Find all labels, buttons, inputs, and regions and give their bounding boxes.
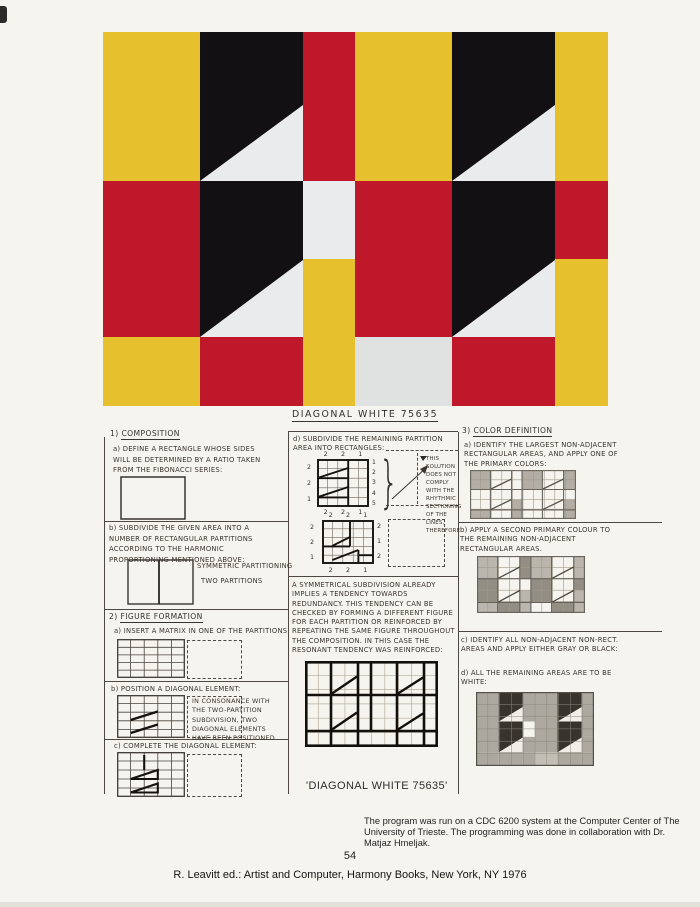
grid1-left-labels: 2 2 1 — [307, 463, 312, 503]
grid1-right-labels: 1 2 3 4 5 — [372, 458, 376, 508]
grid2-top-labels: 2 2 1 — [328, 511, 368, 519]
section-2-title: FIGURE FORMATION — [120, 612, 203, 621]
step-2a-text: a) INSERT A MATRIX IN ONE OF THE PARTITIONS — [114, 627, 288, 635]
sketch-second-primary-color — [477, 556, 585, 613]
grid2-bottom-labels: 2 2 1 — [328, 566, 368, 574]
section-3-title: COLOR DEFINITION — [473, 426, 553, 435]
note-dashed-left — [417, 453, 418, 504]
step-d-text: d) SUBDIVIDE THE REMAINING PARTITION AREA INTO RECTANGLES: — [293, 435, 443, 453]
middle-column-rule — [288, 576, 458, 577]
sketch-dashed-partition-4 — [388, 519, 445, 567]
rhythmic-note-text: THIS SOLUTION DOES NOT COMPLY WITH THE RHYTHMIC SECTIONING OF THE LINES, THEREFORE: — [426, 456, 463, 534]
artwork-image — [103, 32, 608, 406]
step-3c-text: c) IDENTIFY ALL NON-ADJACENT NON-RECT. AREAS AND APPLY EITHER GRAY OR BLACK: — [461, 636, 619, 654]
sketch-final-composition — [305, 661, 438, 747]
book-citation: R. Leavitt ed.: Artist and Computer, Harmony Books, New York, NY 1976 — [173, 869, 527, 881]
step-3a-text: a) IDENTIFY THE LARGEST NON-ADJACENT RECTANGULAR AREAS, AND APPLY ONE OF THE PRIMARY COLORS: — [464, 441, 618, 468]
two-partitions-note: TWO PARTITIONS — [201, 577, 263, 585]
step-2b-text: b) POSITION A DIAGONAL ELEMENT: — [111, 685, 241, 693]
grid2-left-labels: 2 2 1 — [310, 523, 315, 561]
grid2-right-labels: 2 1 2 — [377, 521, 382, 561]
step-1b-text: b) SUBDIVIDE THE GIVEN AREA INTO A NUMBER OF RECTANGULAR PARTITIONS ACCORDING TO THE HARMONIC PROPORTIONING MENTIONED ABOVE: — [109, 524, 253, 564]
panel-title — [292, 409, 438, 420]
section-3-number: 3) — [462, 426, 471, 435]
sketch-subdivision-grid-2 — [322, 520, 374, 564]
program-credit-text: The program was run on a CDC 6200 system at the Computer Center of The University of Trieste. The programming was done in collaboration with Dr. Matjaz Hmeljak. — [364, 816, 680, 848]
left-column-rule-3 — [104, 681, 288, 682]
step-2c-text: c) COMPLETE THE DIAGONAL ELEMENT: — [114, 742, 257, 750]
sketch-subdivision-grid-1 — [317, 459, 369, 507]
scan-bottom-edge — [0, 902, 700, 907]
panel-title-text: DIAGONAL WHITE 75635 — [292, 409, 439, 420]
step-1a-text: a) DEFINE A RECTANGLE WHOSE SIDES WILL BE DETERMINED BY A RATIO TAKEN FROM THE FIBONACCI SERIES: — [113, 445, 261, 475]
sketch-dashed-partition-3 — [187, 754, 242, 797]
grid1-top-labels: 2 2 1 — [323, 450, 363, 458]
panel-left-border — [104, 437, 105, 794]
right-column-rule-2 — [458, 631, 662, 632]
sketch-gray-black-white — [476, 692, 594, 766]
symmetric-partitioning-note: SYMMETRIC PARTITIONING — [197, 562, 293, 570]
page-number: 54 — [343, 850, 357, 862]
sketch-two-partitions — [127, 559, 194, 605]
left-column-rule-2 — [104, 609, 288, 610]
step-3d-text: d) ALL THE REMAINING AREAS ARE TO BE WHITE: — [461, 669, 612, 687]
scan-corner-mark — [0, 6, 7, 23]
section-2-heading — [109, 612, 203, 621]
section-1-title: COMPOSITION — [121, 429, 180, 438]
sketch-dashed-partition-1 — [187, 640, 242, 679]
sketch-first-primary-color — [470, 470, 576, 519]
sketch-completed-diagonals — [117, 752, 185, 797]
panel-divider-left-middle — [288, 432, 289, 794]
artwork-svg — [103, 32, 608, 406]
artwork-caption: 'DIAGONAL WHITE 75635' — [306, 780, 448, 792]
curly-brace: } — [379, 450, 399, 515]
sketch-matrix-grid — [117, 639, 185, 678]
redundancy-paragraph: A SYMMETRICAL SUBDIVISION ALREADY IMPLIES A TENDENCY TOWARDS REDUNDANCY. THIS TENDENCY CAN BE CHECKED BY FORMING A DIFFERENT FIGURE FOR EACH PARTITION OR REINFORCED BY REPEATING THE SAME FIGURE THROUGHOUT THE COMPOSITION. IN THIS CASE THE RESONANT TENDENCY WAS REINFORCED: — [292, 581, 455, 655]
section-3-heading — [462, 426, 552, 435]
middle-column-top-rule — [288, 431, 458, 432]
section-1-number: 1) — [110, 429, 119, 438]
sketch-diagonal-elements — [117, 695, 185, 738]
left-column-rule-1 — [104, 521, 288, 522]
note-dashed-top — [386, 450, 458, 451]
grid1-bottom-labels: 2 2 1 — [323, 508, 363, 516]
step-2b-note: IN CONSONANCE WITH THE TWO-PARTITION SUBDIVISION, TWO DIAGONAL ELEMENTS HAVE BEEN POSITIONED. — [192, 697, 278, 743]
section-2-number: 2) — [109, 612, 118, 621]
section-1-heading — [110, 429, 180, 438]
step-3b-text: b) APPLY A SECOND PRIMARY COLOUR TO THE REMAINING NON-ADJACENT RECTANGULAR AREAS. — [460, 526, 611, 553]
right-column-rule-1 — [458, 522, 662, 523]
sketch-empty-rectangle — [120, 476, 186, 520]
